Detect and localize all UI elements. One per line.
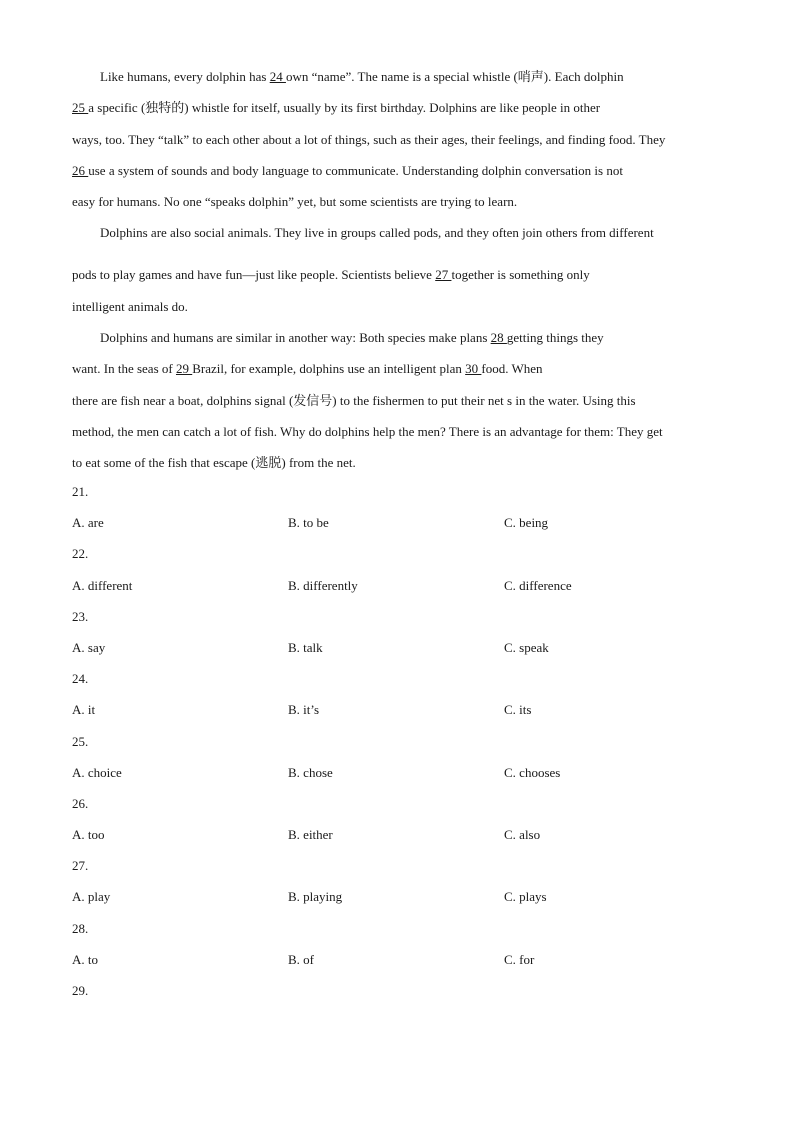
option-b: B. to be — [288, 515, 329, 531]
text-line — [72, 259, 724, 290]
text-segment: getting things they — [506, 330, 604, 346]
text-line — [72, 291, 724, 322]
option-c: C. its — [504, 702, 532, 718]
text-segment: Dolphins are also social animals. They live in groups called pods, and they often join others from different — [100, 225, 654, 241]
question-number: 22. — [72, 546, 89, 562]
option-c: C. chooses — [504, 764, 561, 780]
text-line — [72, 92, 724, 123]
option-c: C. difference — [504, 577, 572, 593]
question-number: 29. — [72, 983, 89, 998]
text-line — [72, 217, 724, 259]
text-line — [72, 385, 724, 416]
option-a: A. say — [72, 639, 106, 655]
option-a: A. it — [72, 702, 96, 718]
text-segment: easy for humans. No one “speaks dolphin” yet, but some scientists are trying to learn. — [72, 194, 518, 210]
option-b: B. differently — [288, 577, 358, 593]
text-segment: intelligent animals do. — [72, 298, 188, 314]
answer-blank: 27 — [435, 267, 452, 283]
option-c: C. also — [504, 827, 541, 843]
text-line — [72, 155, 724, 186]
text-line — [72, 124, 724, 155]
text-segment: pods to play games and have fun—just like people. Scientists believe — [72, 267, 436, 283]
option-row — [72, 757, 724, 788]
question-number: 28. — [72, 920, 89, 936]
text-segment: want. In the seas of — [72, 361, 176, 377]
option-a: A. choice — [72, 764, 122, 780]
question-number: 27. — [72, 858, 89, 874]
text-line — [72, 353, 724, 384]
text-segment: Like humans, every dolphin has — [100, 69, 270, 84]
paragraph-2 — [72, 217, 724, 322]
paragraph-1 — [72, 61, 724, 217]
option-c: C. speak — [504, 639, 549, 655]
text-segment: Brazil, for example, dolphins use an intelligent plan — [192, 361, 466, 377]
answer-blank: 29 — [175, 361, 193, 377]
question-number: 23. — [72, 608, 89, 624]
question-number: 21. — [72, 484, 89, 499]
text-line — [72, 322, 724, 353]
text-segment: to eat some of the fish that escape (逃脱) from the net. — [72, 455, 356, 471]
option-c: C. plays — [504, 889, 547, 905]
option-row — [72, 819, 724, 850]
text-segment: own “name”. The name is a special whistle (哨声). Each dolphin — [285, 69, 624, 84]
text-segment: a specific (独特的) whistle for itself, usually by its first birthday. Dolphins are like people in other — [88, 100, 601, 116]
text-segment: ways, too. They “talk” to each other about a lot of things, such as their ages, their feelings, and finding food. They — [72, 131, 666, 147]
question-list — [72, 476, 724, 1006]
option-b: B. talk — [288, 639, 323, 655]
answer-blank: 26 — [72, 162, 89, 178]
option-row — [72, 944, 724, 975]
option-b: B. either — [288, 827, 333, 843]
question-number: 25. — [72, 733, 89, 749]
text-segment: Dolphins and humans are similar in another way: Both species make plans — [100, 330, 491, 346]
answer-blank: 25 — [72, 100, 89, 116]
option-row — [72, 632, 724, 663]
text-segment: method, the men can catch a lot of fish. Why do dolphins help the men? There is an advantage for them: They get — [72, 423, 663, 439]
text-segment: use a system of sounds and body language to communicate. Understanding dolphin conversation is not — [88, 162, 623, 178]
reading-passage — [72, 61, 724, 479]
option-b: B. chose — [288, 764, 333, 780]
option-b: B. playing — [288, 889, 343, 905]
option-row — [72, 507, 724, 538]
text-line — [72, 186, 724, 217]
text-segment: there are fish near a boat, dolphins signal (发信号) to the fishermen to put their net s in the water. Using this — [72, 392, 636, 408]
answer-blank: 24 — [269, 69, 286, 84]
question-number: 24. — [72, 671, 89, 687]
answer-blank: 28 — [490, 330, 507, 346]
text-line — [72, 416, 724, 447]
text-segment: together is something only — [451, 267, 590, 283]
option-a: A. are — [72, 515, 104, 531]
text-line — [72, 61, 724, 92]
option-a: A. to — [72, 951, 98, 967]
option-a: A. different — [72, 577, 133, 593]
option-c: C. being — [504, 515, 549, 531]
text-segment: food. When — [481, 361, 543, 377]
question-number: 26. — [72, 795, 89, 811]
option-a: A. too — [72, 827, 105, 843]
text-line — [72, 447, 724, 478]
option-c: C. for — [504, 951, 535, 967]
option-a: A. play — [72, 889, 111, 905]
paragraph-3 — [72, 322, 724, 478]
option-b: B. of — [288, 951, 314, 967]
answer-blank: 30 — [465, 361, 482, 377]
option-row — [72, 694, 724, 725]
option-b: B. it’s — [288, 702, 320, 718]
option-row — [72, 570, 724, 601]
option-row — [72, 881, 724, 912]
